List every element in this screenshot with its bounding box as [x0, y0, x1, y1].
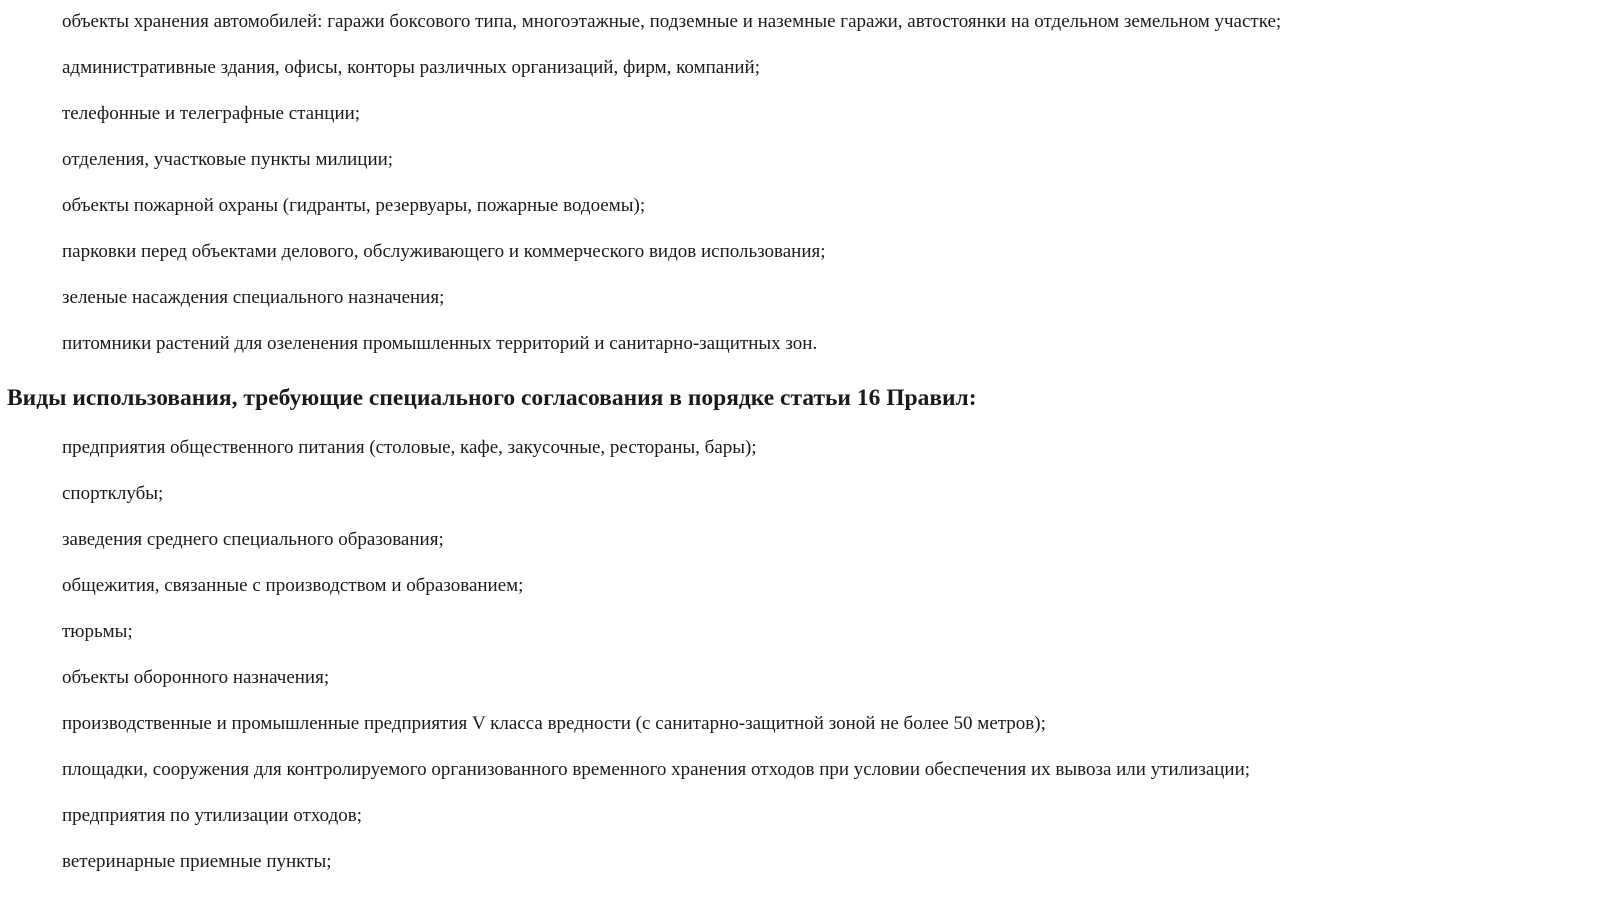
- list-item: административные здания, офисы, конторы различных организаций, фирм, компаний;: [62, 57, 760, 78]
- section-heading: Виды использования, требующие специального согласования в порядке статьи 16 Правил:: [7, 385, 977, 411]
- list-item: производственные и промышленные предприятия V класса вредности (с санитарно-защитной зоной не более 50 метров);: [62, 713, 1046, 734]
- list-item: питомники растений для озеленения промышленных территорий и санитарно-защитных зон.: [62, 333, 818, 354]
- list-item: предприятия по утилизации отходов;: [62, 805, 362, 826]
- list-item: отделения, участковые пункты милиции;: [62, 149, 394, 170]
- list-item: общежития, связанные с производством и образованием;: [62, 575, 524, 596]
- list-item: парковки перед объектами делового, обслуживающего и коммерческого видов использования;: [62, 241, 826, 262]
- list-item: зеленые насаждения специального назначения;: [62, 287, 445, 308]
- list-item: объекты хранения автомобилей: гаражи боксового типа, многоэтажные, подземные и наземные гаражи, автостоянки на отдельном земельном участке;: [62, 11, 1282, 32]
- list-item: заведения среднего специального образования;: [62, 529, 444, 550]
- list-item: спортклубы;: [62, 483, 164, 504]
- list-item: предприятия общественного питания (столовые, кафе, закусочные, рестораны, бары);: [62, 437, 757, 458]
- list-item: тюрьмы;: [62, 621, 133, 642]
- list-item: телефонные и телеграфные станции;: [62, 103, 361, 124]
- list-item: объекты пожарной охраны (гидранты, резервуары, пожарные водоемы);: [62, 195, 646, 216]
- list-item: объекты оборонного назначения;: [62, 667, 330, 688]
- list-item: площадки, сооружения для контролируемого организованного временного хранения отходов при условии обеспечения их вывоза или утилизации;: [62, 759, 1251, 780]
- list-item: ветеринарные приемные пункты;: [62, 851, 332, 872]
